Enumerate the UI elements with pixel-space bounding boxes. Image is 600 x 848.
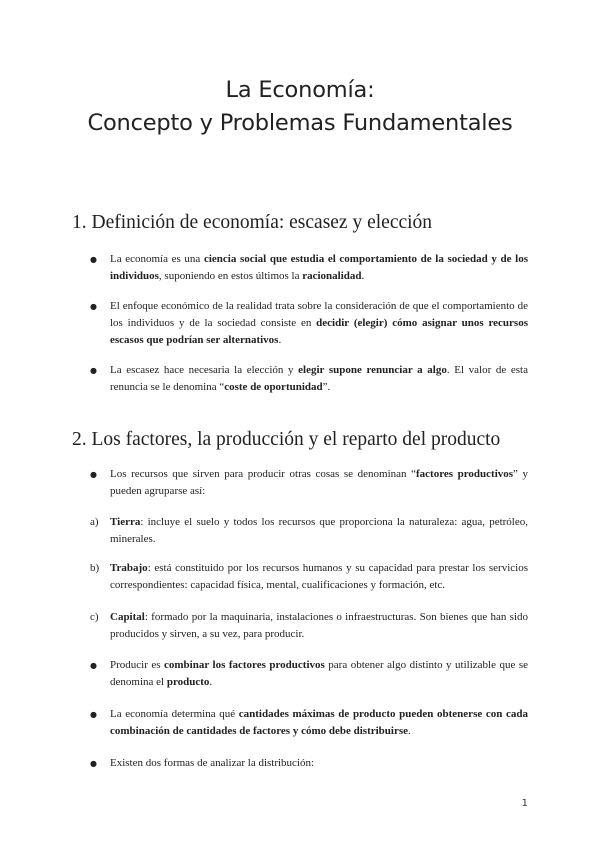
bullet-icon: ● [90, 661, 97, 670]
bullet-icon: ● [90, 759, 97, 768]
list-item: Producir es combinar los factores productivos para obtener algo distinto y utilizable que se denomina el producto. [110, 659, 528, 688]
list-item: La escasez hace necesaria la elección y elegir supone renunciar a algo. El valor de esta renuncia se le denomina “coste de oportunidad”. [110, 364, 528, 393]
title-line-2: Concepto y Problemas Fundamentales [87, 110, 513, 136]
list-item: Existen dos formas de analizar la distribución: [110, 757, 315, 769]
list-item: La economía es una ciencia social que estudia el comportamiento de la sociedad y de los individuos, suponiendo en estos últimos la racionalidad. [110, 253, 529, 282]
factor-item: Capital: formado por la maquinaria, instalaciones o infraestructuras. Son bienes que han sido producidos y sirven, a su vez, para producir. [110, 611, 528, 640]
section-1-heading: 1. Definición de economía: escasez y elección [72, 212, 433, 233]
list-item: El enfoque económico de la realidad trata sobre la consideración de que el comportamiento de los individuos y de la sociedad consiste en decidir (elegir) cómo asignar unos recursos escasos que podrían ser alternativos. [110, 300, 528, 346]
title-line-1: La Economía: [225, 77, 375, 103]
bullet-icon: ● [90, 470, 97, 479]
section-2-heading: 2. Los factores, la producción y el reparto del producto [72, 429, 501, 450]
factor-letter: b) [90, 562, 100, 574]
list-item: Los recursos que sirven para producir otras cosas se denominan “factores productivos” y pueden agruparse así: [110, 468, 529, 497]
bullet-icon: ● [90, 255, 97, 264]
factor-letter: a) [90, 516, 99, 528]
bullet-icon: ● [90, 710, 97, 719]
factor-item: Tierra: incluye el suelo y todos los recursos que proporciona la naturaleza: agua, petróleo, minerales. [110, 516, 528, 545]
list-item: La economía determina qué cantidades máximas de producto pueden obtenerse con cada combinación de cantidades de factores y cómo debe distribuirse. [110, 708, 528, 737]
page-number: 1 [521, 798, 528, 809]
bullet-icon: ● [90, 366, 97, 375]
document-title [0, 74, 600, 140]
factor-item: Trabajo: está constituido por los recursos humanos y su capacidad para prestar los servicios correspondientes: capacidad física, mental, cualificaciones y formación, etc. [110, 562, 528, 591]
factor-letter: c) [90, 611, 99, 623]
bullet-icon: ● [90, 302, 97, 311]
